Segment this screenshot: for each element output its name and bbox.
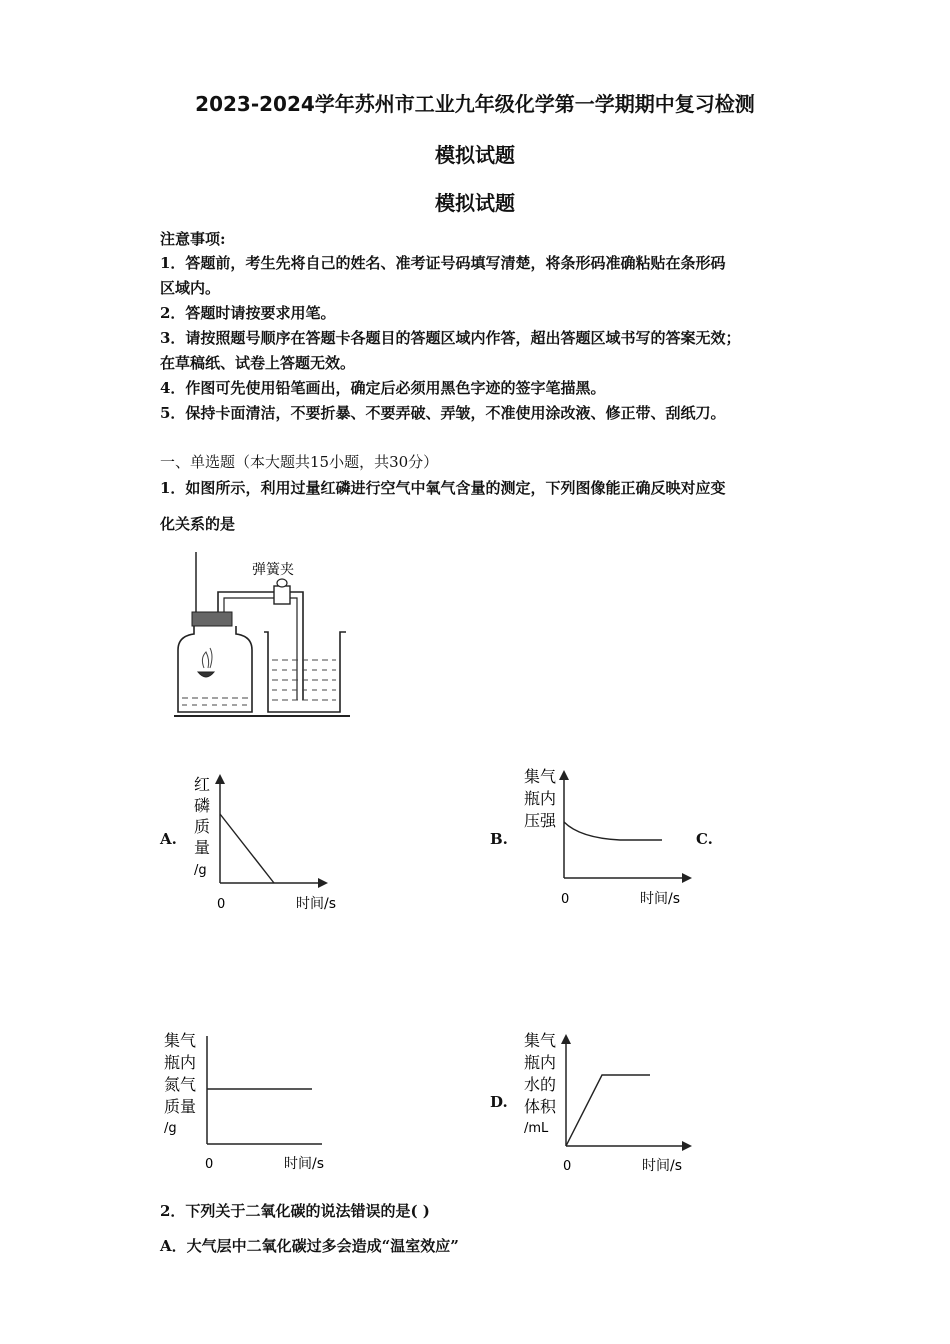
option-c-graph (160, 1028, 340, 1178)
data-curve (564, 822, 662, 840)
option-b-graph (520, 762, 700, 912)
y-unit: /g (164, 1121, 177, 1136)
q2-option-a: A．大气层中二氧化碳过多会造成“温室效应” (160, 1237, 459, 1255)
y-label: 质 (194, 817, 211, 836)
q1-stem-line1: 1．如图所示，利用过量红磷进行空气中氧气含量的测定，下列图像能正确反映对应变 (160, 479, 726, 497)
x-axis-arrow (682, 1141, 692, 1151)
x-label: 时间/s (640, 891, 681, 907)
y-label: 集气 (524, 1031, 557, 1050)
gas-bottle (178, 626, 252, 712)
notice-item: 在草稿纸、试卷上答题无效。 (160, 354, 356, 372)
y-axis-arrow (559, 770, 569, 780)
option-a-letter: A. (160, 830, 177, 848)
y-label: 氮气 (164, 1075, 197, 1094)
y-label: 水的 (524, 1075, 557, 1094)
notice-item: 5．保持卡面清洁，不要折暴、不要弄破、弄皱，不准使用涂改液、修正带、刮纸刀。 (160, 404, 726, 422)
option-d-graph (520, 1028, 700, 1178)
clamp-label: 弹簧夹 (252, 562, 294, 578)
q2-stem: 2．下列关于二氧化碳的说法错误的是( ) (160, 1202, 430, 1220)
data-line (220, 814, 274, 883)
y-label: 压强 (524, 811, 557, 830)
notice-item: 区域内。 (160, 279, 221, 297)
y-label: 红 (194, 775, 211, 794)
y-label: 瓶内 (524, 789, 557, 808)
y-label: 质量 (164, 1097, 197, 1116)
q1-stem-line2: 化关系的是 (160, 515, 236, 533)
y-axis-arrow (561, 1034, 571, 1044)
paper-title-line2: 模拟试题 (435, 143, 515, 167)
x-label: 时间/s (284, 1156, 325, 1172)
origin-label: 0 (217, 897, 226, 912)
y-label: 集气 (164, 1031, 197, 1050)
notice-item: 4．作图可先使用铅笔画出，确定后必须用黑色字迹的签字笔描黑。 (160, 379, 606, 397)
option-a-graph (190, 768, 360, 918)
notice-item: 1．答题前，考生先将自己的姓名、准考证号码填写清楚，将条形码准确粘贴在条形码 (160, 254, 726, 272)
y-label: 量 (194, 838, 211, 857)
origin-label: 0 (205, 1157, 214, 1172)
y-label: 瓶内 (164, 1053, 197, 1072)
y-label: 集气 (524, 767, 557, 786)
option-c-letter: C. (696, 830, 713, 848)
origin-label: 0 (561, 892, 570, 907)
notice-item: 2．答题时请按要求用笔。 (160, 304, 336, 322)
x-axis-arrow (318, 878, 328, 888)
y-unit: /mL (524, 1121, 549, 1136)
origin-label: 0 (563, 1159, 572, 1174)
y-unit: /g (194, 863, 207, 878)
option-b-letter: B. (490, 830, 508, 848)
y-label: 磷 (194, 796, 211, 815)
y-label: 瓶内 (524, 1053, 557, 1072)
flame-icon (202, 648, 212, 668)
y-axis-arrow (215, 774, 225, 784)
paper-title-line3: 模拟试题 (435, 191, 515, 215)
x-axis-arrow (682, 873, 692, 883)
notice-heading: 注意事项: (160, 230, 226, 248)
data-line (566, 1075, 650, 1146)
bottle-stopper (192, 612, 232, 626)
section-heading: 一、单选题（本大题共15小题，共30分） (160, 453, 439, 471)
apparatus-figure (160, 550, 360, 722)
connecting-tube (218, 592, 303, 700)
x-label: 时间/s (642, 1158, 683, 1174)
x-label: 时间/s (296, 896, 337, 912)
notice-item: 3．请按照题号顺序在答题卡各题目的答题区域内作答，超出答题区域书写的答案无效； (160, 329, 741, 347)
spring-clamp (274, 586, 290, 604)
y-label: 体积 (524, 1097, 557, 1116)
option-d-letter: D. (490, 1093, 508, 1111)
paper-title-line1: 2023-2024学年苏州市工业九年级化学第一学期期中复习检测 (195, 92, 755, 116)
combustion-spoon (198, 672, 214, 677)
